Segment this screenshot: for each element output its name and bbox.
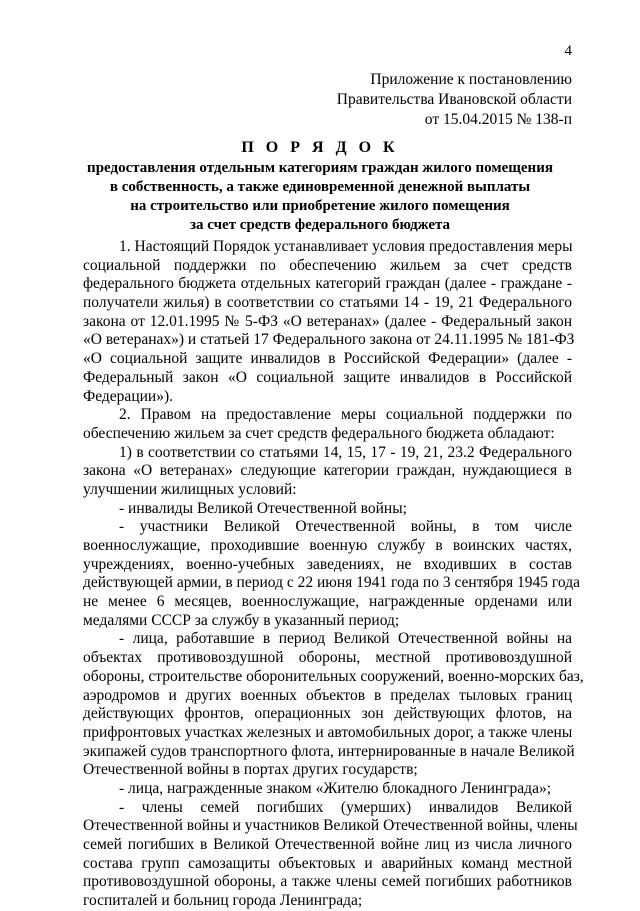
body-line: Федерации»). [83,387,173,405]
body-line: - лица, награжденные знаком «Жителю блокадного Ленинграда»; [119,779,552,797]
body-line: социальной поддержки по обеспечению жильем за счет средств [83,256,572,274]
body-line: объектах противовоздушной обороны, местной противовоздушной [83,649,572,667]
body-line: «О ветеранах») и статьей 17 Федерального закона от 24.11.1995 № 181-ФЗ [83,331,575,349]
body-line: аэродромов и других военных объектов в пределах тыловых границ [83,686,572,704]
body-line: действующих фронтов, операционных зон действующих флотов, на [83,705,572,723]
body-line: Отечественной войны и участников Великой Отечественной войны, члены [83,817,578,835]
body-line: улучшении жилищных условий: [83,480,297,498]
approval-header [252,70,572,130]
approval-line: от 15.04.2015 № 138-п [424,111,572,128]
title-main: П О Р Я Д О К [241,139,399,156]
body-line: - лица, работавшие в период Великой Отечественной войны на [119,630,572,648]
body-line: противовоздушной обороны, а также члены семей погибших работников [83,873,572,891]
body-line: закона от 12.01.1995 № 5-ФЗ «О ветеранах» (далее - Федеральный закон [83,312,572,330]
body-line: Федеральный закон «О социальной защите инвалидов в Российской [83,368,572,386]
body-line: военнослужащие, проходившие военную службу в воинских частях, [83,537,572,554]
body-line: обороны, строительстве оборонительных сооружений, военно-морских баз, [83,667,584,685]
page-number: 4 [564,43,572,59]
body-line: экипажей судов транспортного флота, интернированные в начале Великой [83,742,575,760]
approval-line: Правительства Ивановской области [336,91,572,108]
body-line: - участники Великой Отечественной войны, в том числе [119,518,572,536]
body-line: - инвалиды Великой Отечественной войны; [119,499,407,517]
body-line: прифронтовых участках железных и автомобильных дорог, а также члены [83,723,573,741]
body-line: госпиталей и больниц города Ленинграда; [83,892,363,910]
document-title [70,138,570,235]
body-line: получатели жилья) в соответствии со статьями 14 - 19, 21 Федерального [83,294,572,312]
title-subtitle [70,159,570,235]
subtitle-line: за счет средств федерального бюджета [189,217,451,233]
body-line: 1. Настоящий Порядок устанавливает условия предоставления меры [119,238,573,255]
body-line: обеспечению жильем за счет средств федерального бюджета обладают: [83,424,555,442]
body-line: - члены семей погибших (умерших) инвалидов Великой [119,798,572,816]
subtitle-line: на строительство или приобретение жилого помещения [130,198,510,214]
body-line: 1) в соответствии со статьями 14, 15, 17 - 19, 21, 23.2 Федерального [119,443,572,461]
subtitle-line: в собственность, а также единовременной денежной выплаты [109,179,531,195]
body-line: 2. Правом на предоставление меры социальной поддержки по [119,406,572,424]
body-line: «О социальной защите инвалидов в Российской Федерации» (далее - [83,350,572,368]
body-line: закона «О ветеранах» следующие категории граждан, нуждающиеся в [83,462,572,480]
body-line: семей погибших в Великой Отечественной войне лиц из числа личного [83,836,572,853]
body-line: федерального бюджета отдельных категорий граждан (далее - граждане - [83,275,572,293]
body-line: состава групп самозащиты объектовых и аварийных команд местной [83,854,572,872]
body-line: учреждениях, военно-учебных заведениях, не входивших в состав [83,555,572,573]
document-body [83,238,584,911]
approval-line: Приложение к постановлению [370,71,572,88]
body-line: Отечественной войны в портах других государств; [83,761,418,779]
body-line: не менее 6 месяцев, военнослужащие, награжденные орденами или [83,593,572,611]
body-line: действующей армии, в период с 22 июня 1941 года по 3 сентября 1945 года [83,574,580,592]
body-line: медалями СССР за службу в указанный период; [83,611,400,629]
subtitle-line: предоставления отдельным категориям граждан жилого помещения [87,160,553,176]
